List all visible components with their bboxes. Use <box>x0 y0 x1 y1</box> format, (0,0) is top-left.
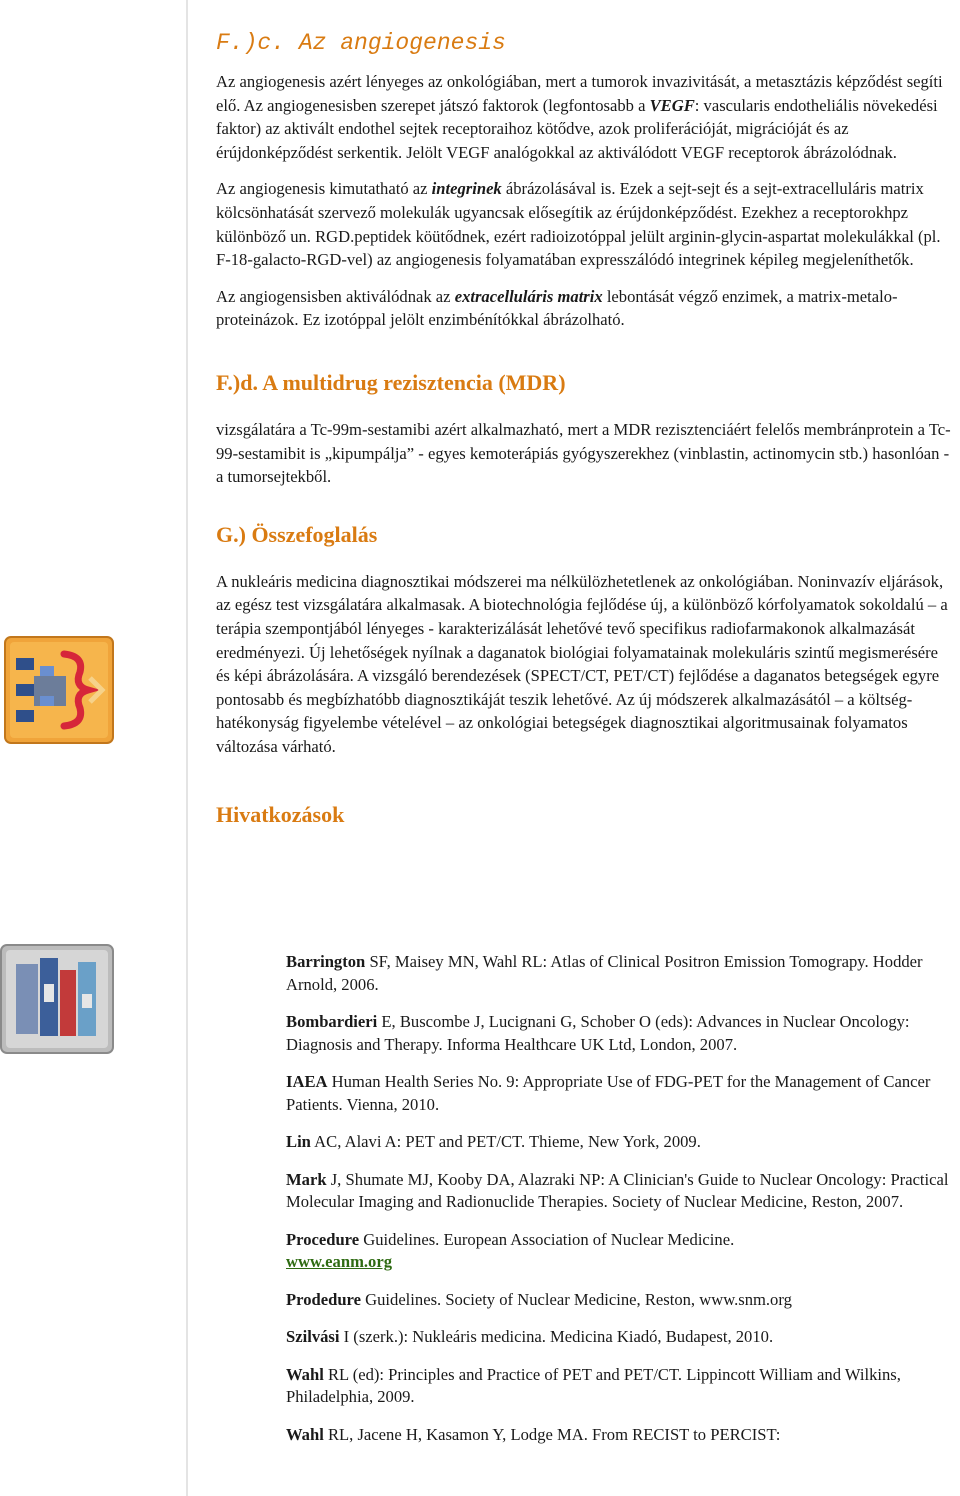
reference-item <box>286 1071 956 1116</box>
reference-text: RL (ed): Principles and Practice of PET and PET/CT. Lippincott William and Wilkins, Philadelphia, 2009. <box>286 1364 901 1406</box>
section-c-p1b-post: : vascularis endotheliális növekedési faktor) az aktivált endothel sejtek receptoraihoz kötődve, azok proliferációját, migrációját és az érújdonképződést serkentik. Jelölt VEGF analógokkal az aktiválódott VEGF receptorok ábrázolódnak. <box>216 95 938 162</box>
reference-item <box>286 1131 956 1154</box>
reference-author: Lin <box>286 1132 311 1151</box>
reference-item <box>286 1169 956 1214</box>
reference-author: Barrington <box>286 952 366 971</box>
eanm-link[interactable]: www.eanm.org <box>286 1252 393 1271</box>
section-c-p3-post: lebontását végző enzimek, a matrix-metalo-proteinázok. Ez izotóppal jelölt enzimbénítókkal ábrázolható. <box>216 286 898 330</box>
reference-author: Szilvási <box>286 1327 340 1346</box>
reference-text: I (szerk.): Nukleáris medicina. Medicina Kiadó, Budapest, 2010. <box>339 1327 774 1346</box>
reference-text: RL, Jacene H, Kasamon Y, Lodge MA. From RECIST to PERCIST: <box>323 1424 781 1444</box>
reference-text: J, Shumate MJ, Kooby DA, Alazraki NP: A Clinician's Guide to Nuclear Oncology: Practical Molecular Imaging and Radionuclide Therapies. Society of Nuclear Medicine, Reston, 2007. <box>286 1169 949 1211</box>
reference-item <box>286 1424 956 1447</box>
reference-item <box>286 1364 956 1409</box>
section-c-p1-text: Az angiogenesis azért lényeges az onkológiában, mert a tumorok invazivitását, a metasztázis képződést segíti elő. <box>216 72 943 115</box>
reference-item <box>286 1011 956 1056</box>
reference-item <box>286 1229 956 1274</box>
reference-item <box>286 1289 956 1312</box>
reference-author: IAEA <box>286 1072 328 1091</box>
section-c-title: F.)c. Az angiogenesis <box>216 30 506 56</box>
reference-text: E, Buscombe J, Lucignani G, Schober O (eds): Advances in Nuclear Oncology: Diagnosis and Therapy. Informa Healthcare UK Ltd, London, 2007. <box>286 1012 910 1054</box>
references-title: Hivatkozások <box>216 802 345 828</box>
flowchart-icon <box>4 636 114 744</box>
reference-text: SF, Maisey MN, Wahl RL: Atlas of Clinical Positron Emission Tomograpy. Hodder Arnold, 2006. <box>286 952 923 994</box>
reference-text: AC, Alavi A: PET and PET/CT. Thieme, New York, 2009. <box>310 1132 701 1151</box>
section-c-p2-post: ábrázolásával is. Ezek a sejt-sejt és a sejt-extracelluláris matrix kölcsönhatását szervező molekulák ugyancsak elősegítik az érújdonképződést. Ezekhez a receptorokhpz különböző un. RGD.peptidek köütődnek, ezért radioizotóppal jelült arginin-glycin-aspartat molekulákkal (pl. F-18-galacto-RGD-vel) az angiogenesis folyamatában expresszálódó integrinek képileg megjeleníthetők. <box>216 179 941 270</box>
matrix-term: extracelluláris matrix <box>454 286 603 306</box>
section-d-title: F.)d. A multidrug rezisztencia (MDR) <box>216 369 566 395</box>
books-icon <box>0 944 114 1054</box>
section-c-p1b-pre: Az angiogenesisben szerepet játszó faktorok (legfontosabb a <box>243 95 650 115</box>
section-c-p3-pre: Az angiogensisben aktiválódnak az <box>216 286 455 306</box>
section-c-p2-pre: Az angiogenesis kimutatható az <box>216 179 432 199</box>
reference-item <box>286 1326 956 1349</box>
section-g-title: G.) Összefoglalás <box>216 521 378 547</box>
section-c-paragraph-1 <box>216 70 951 164</box>
vegf-term: VEGF <box>649 95 695 115</box>
integrinek-term: integrinek <box>431 179 502 199</box>
reference-text: Guidelines. European Association of Nuclear Medicine. <box>359 1229 735 1249</box>
reference-author: Bombardieri <box>286 1012 378 1031</box>
section-c-paragraph-2 <box>216 177 951 271</box>
main-content <box>216 30 951 828</box>
reference-item <box>286 951 956 996</box>
reference-author: Prodedure <box>286 1289 361 1309</box>
page-divider <box>186 0 188 1496</box>
reference-author: Procedure <box>286 1229 360 1249</box>
reference-author: Mark <box>286 1169 327 1189</box>
reference-text: Guidelines. Society of Nuclear Medicine, Reston, www.snm.org <box>360 1289 792 1309</box>
section-c-paragraph-3 <box>216 285 951 332</box>
references-list <box>286 951 956 1461</box>
section-g-paragraph: A nukleáris medicina diagnosztikai módszerei ma nélkülözhetetlenek az onkológiában. Noninvazív eljárások, az egész test vizsgálatára alkalmasak. A biotechnológia fejlődése új, a különböző kórfolyamatok sokoldalú – a terápia szempontjából lényeges - karakterizálását lehetővé tevő specifikus radiofarmakonok alkalmazását eredményezi. Új lehetőségek nyílnak a daganatok biológiai folyamatainak molekuláris szintű megismerésére és képi ábrázolására. A vizsgáló berendezések (SPECT/CT, PET/CT) fejlődése a daganatos betegségek egyre pontosabb és megbízhatóbb diagnosztikáját teszik lehetővé. Az új módszerek alkalmazásától – a költség-hatékonyság figyelembe vételével – az onkológiai betegségek diagnosztikai algoritmusainak folyamatos változása várható. <box>216 571 948 756</box>
section-d-paragraph: vizsgálatára a Tc-99m-sestamibi azért alkalmazható, mert a MDR rezisztenciáért felelős membránprotein a Tc-99-sestamibit is „kipumpálja” - egyes kemoterápiás gyógyszerekhez (vinblastin, actinomycin stb.) hasonlóan - a tumorsejtekből. <box>216 419 951 487</box>
reference-author: Wahl <box>286 1364 324 1384</box>
reference-author: Wahl <box>286 1424 324 1444</box>
reference-text: Human Health Series No. 9: Appropriate Use of FDG-PET for the Management of Cancer Patients. Vienna, 2010. <box>286 1072 931 1114</box>
